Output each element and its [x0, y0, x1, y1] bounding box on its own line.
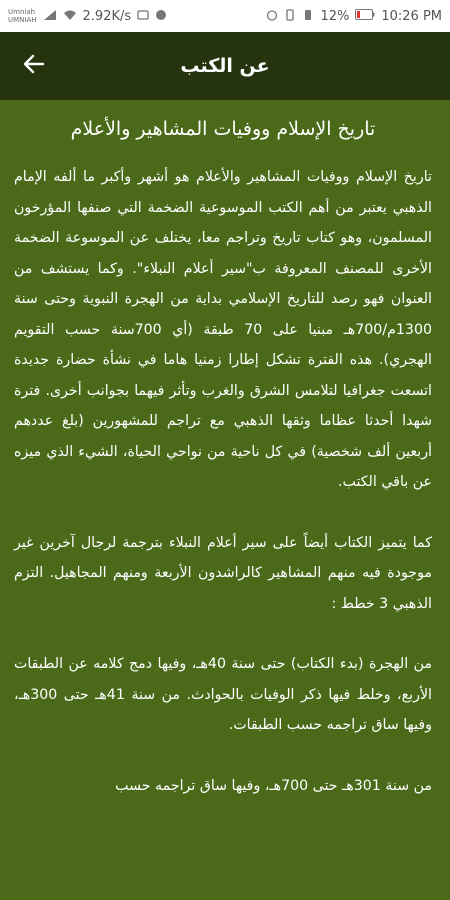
carrier-name-secondary: UMNIAH	[8, 16, 37, 24]
page-title: عن الكتب	[180, 55, 270, 77]
phone-icon	[302, 9, 314, 24]
carrier-label	[8, 8, 37, 24]
arrow-left-icon	[23, 53, 45, 79]
network-speed: 2.92K/s	[82, 8, 132, 24]
carrier-name: Umniah	[8, 8, 36, 16]
wifi-icon	[63, 9, 77, 24]
status-right	[266, 9, 442, 24]
paragraph-continued: من سنة 301هـ حتى 700هـ، وفيها ساق تراجمه حسب	[115, 777, 432, 794]
app-bar	[0, 32, 450, 100]
book-description[interactable]	[0, 100, 450, 900]
book-title: تاريخ الإسلام ووفيات المشاهير والأعلام	[70, 118, 376, 140]
paragraph-features: كما يتميز الكتاب أيضاً على سير أعلام النبلاء بترجمة لرجال آخرين غير موجودة فيه منهم المشاهير كالراشدون الأربعة ومنهم المجاهيل. التزم الذهبي 3 خطط :	[14, 534, 432, 612]
notification-icon	[137, 9, 149, 24]
back-button[interactable]	[18, 50, 50, 82]
status-bar	[0, 0, 450, 32]
battery-icon	[355, 9, 375, 23]
messenger-icon	[155, 9, 167, 24]
battery-level: 12%	[320, 8, 350, 24]
status-left	[8, 8, 167, 24]
paragraph-intro: تاريخ الإسلام ووفيات المشاهير والأعلام هو أشهر وأكبر ما ألفه الإمام الذهبي يعتبر من أهم الكتب الموسوعية الضخمة التي صنفها المؤرخون المسلمون، وهو كتاب تاريخ وتراجم معا، يختلف عن الموسوعة الضخمة الأخرى للمصنف المعروفة ب"سير أعلام النبلاء". وكما يستشف من العنوان فهو رصد للتاريخ الإسلامي بداية من الهجرة النبوية وحتى سنة 1300م/700هـ مبنيا على 70 طبقة (أي 700سنة حسب التقويم الهجري). هذه الفترة تشكل إطارا زمنيا هاما في نشأة حضارة جديدة اتسعت جغرافيا لتلامس الشرق والغرب وتأثر فيهما بجوانب أخرى. فترة شهدا أحدثا عظاما وثقها الذهبي مع تراجم للمشهورين (بلغ عددهم أربعين ألف شخصية) في كل ناحية من نواحي الحياة، الشيء الذي ميزه عن باقي الكتب.	[14, 169, 433, 490]
vibrate-icon	[284, 9, 296, 24]
clock: 10:26 PM	[381, 8, 442, 24]
signal-icon	[43, 9, 57, 24]
alarm-icon	[266, 9, 278, 24]
paragraph-plan: من الهجرة (بدء الكتاب) حتى سنة 40هـ، وفيها دمج كلامه عن الطبقات الأربع، وخلط فيها ذكر الوفيات بالحوادث. من سنة 41هـ حتى 300هـ، وفيها ساق تراجمه حسب الطبقات.	[14, 656, 432, 733]
